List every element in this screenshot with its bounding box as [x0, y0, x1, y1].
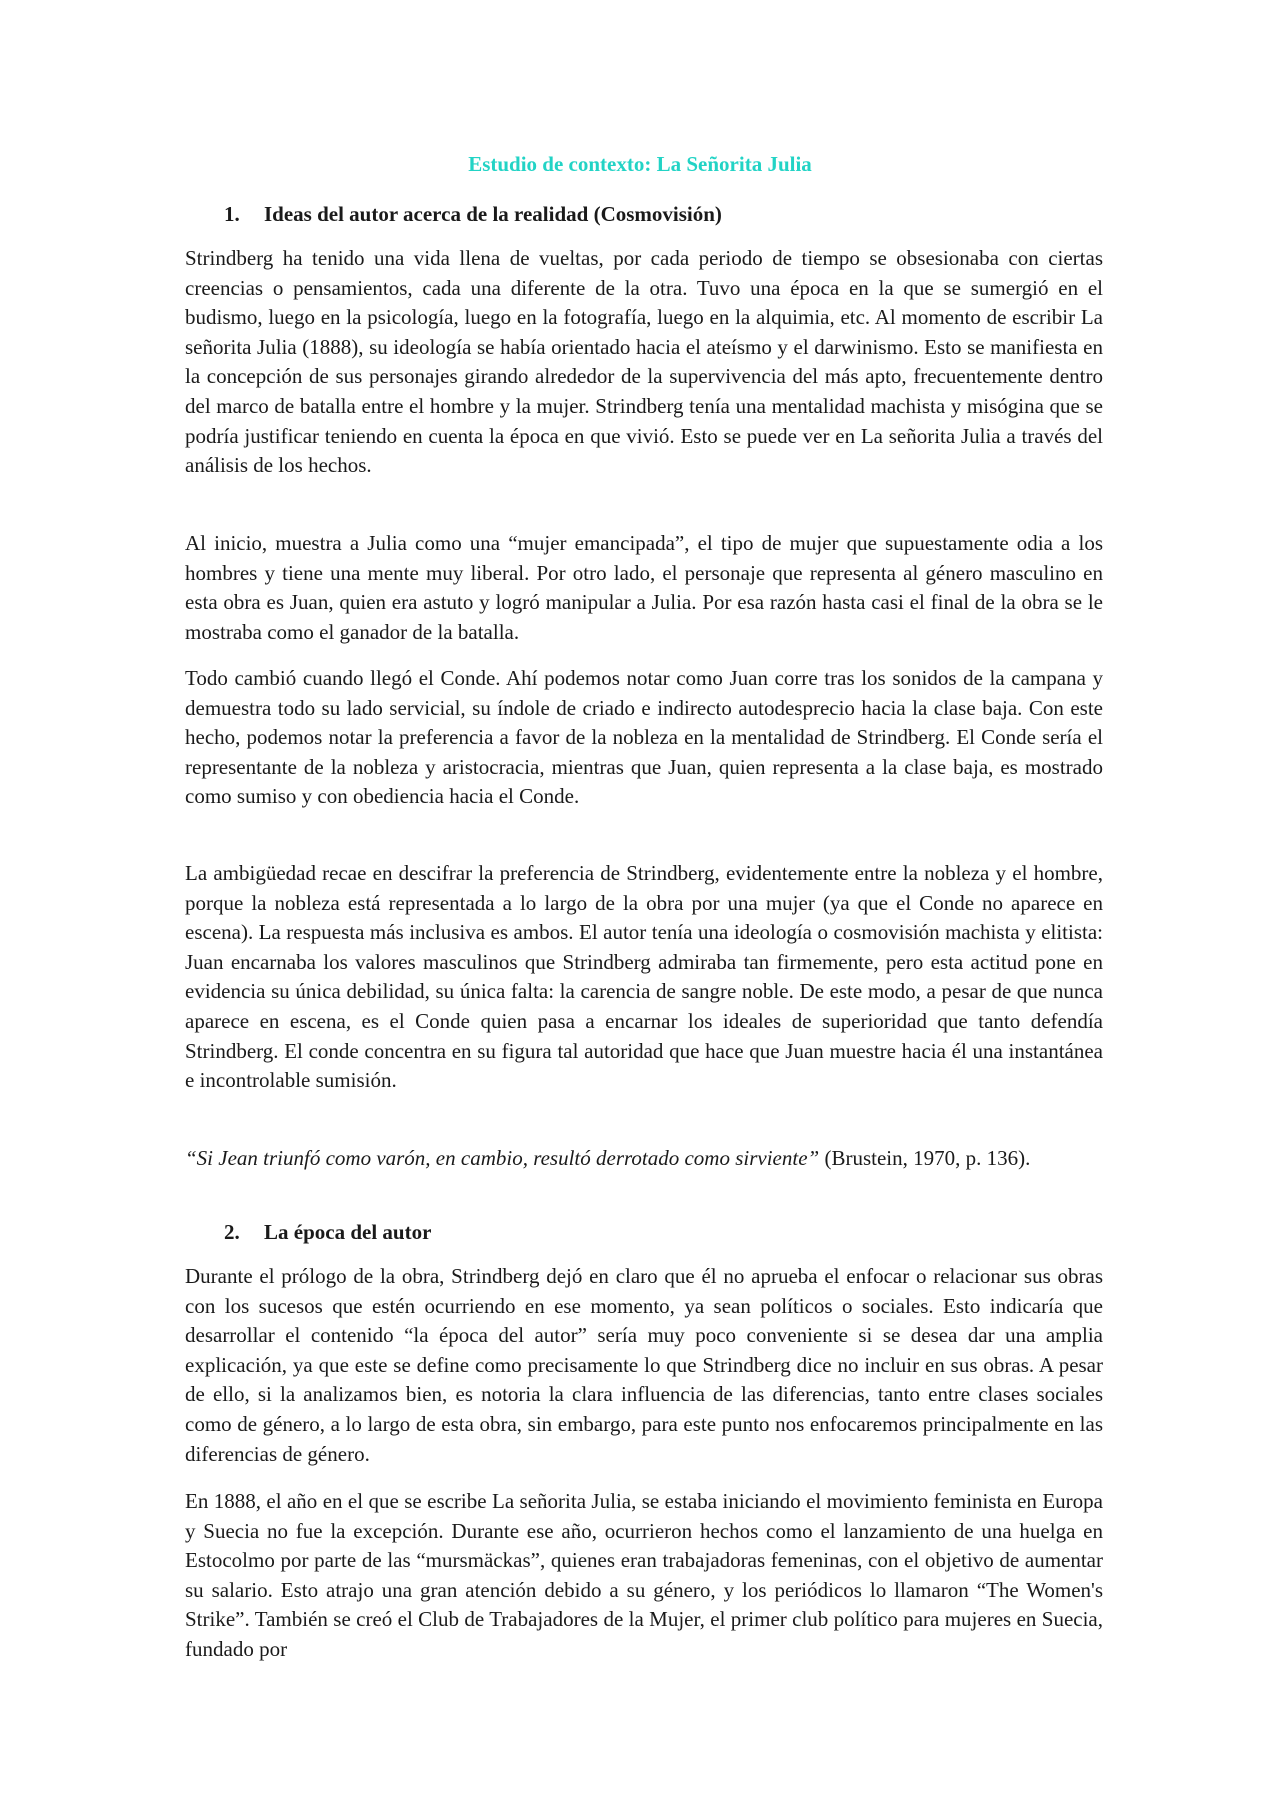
section-2-heading [224, 1220, 431, 1245]
paragraph: Al inicio, muestra a Julia como una “mujer emancipada”, el tipo de mujer que supuestamente odia a los hombres y tiene una mente muy liberal. Por otro lado, el personaje que representa al género masculino en esta obra es Juan, quien era astuto y logró manipular a Julia. Por esa razón hasta casi el final de la obra se le mostraba como el ganador de la batalla. [185, 531, 1103, 644]
section-2-number: 2. [224, 1220, 240, 1244]
document-title: Estudio de contexto: La Señorita Julia [468, 152, 812, 176]
quote-text: “Si Jean triunfó como varón, en cambio, resultó derrotado como sirviente” [185, 1146, 820, 1170]
paragraph: Durante el prólogo de la obra, Strindberg dejó en claro que él no aprueba el enfocar o relacionar sus obras con los sucesos que estén ocurriendo en ese momento, ya sean políticos o sociales. Esto indicaría que desarrollar el contenido “la época del autor” sería muy poco conveniente si se desea dar una amplia explicación, ya que este se define como precisamente lo que Strindberg dice no incluir en sus obras. A pesar de ello, si la analizamos bien, es notoria la clara influencia de las diferencias, tanto entre clases sociales como de género, a lo largo de esta obra, sin embargo, para este punto nos enfocaremos principalmente en las diferencias de género. [185, 1264, 1103, 1466]
paragraph: En 1888, el año en el que se escribe La señorita Julia, se estaba iniciando el movimiento feminista en Europa y Suecia no fue la excepción. Durante ese año, ocurrieron hechos como el lanzamiento de una huelga en Estocolmo por parte de las “mursmäckas”, quienes eran trabajadoras femeninas, con el objetivo de aumentar su salario. Esto atrajo una gran atención debido a su género, y los periódicos lo llamaron “The Women's Strike”. También se creó el Club de Trabajadores de la Mujer, el primer club político para mujeres en Suecia, fundado por [185, 1489, 1103, 1661]
paragraph: Todo cambió cuando llegó el Conde. Ahí podemos notar como Juan corre tras los sonidos de la campana y demuestra todo su lado servicial, su índole de criado e indirecto autodesprecio hacia la clase baja. Con este hecho, podemos notar la preferencia a favor de la nobleza en la mentalidad de Strindberg. El Conde sería el representante de la nobleza y aristocracia, mientras que Juan, quien representa a la clase baja, es mostrado como sumiso y con obediencia hacia el Conde. [185, 666, 1103, 809]
section-2-title: La época del autor [264, 1220, 432, 1244]
section-1-title: Ideas del autor acerca de la realidad (Cosmovisión) [264, 202, 722, 226]
section-1-number: 1. [224, 202, 240, 226]
quote-paragraph [185, 1144, 1103, 1174]
section-1-heading [224, 202, 722, 227]
quote-citation: (Brustein, 1970, p. 136). [819, 1146, 1031, 1170]
paragraph: Strindberg ha tenido una vida llena de vueltas, por cada periodo de tiempo se obsesionaba con ciertas creencias o pensamientos, cada una diferente de la otra. Tuvo una época en la que se sumergió en el budismo, luego en la psicología, luego en la fotografía, luego en la alquimia, etc. Al momento de escribir La señorita Julia (1888), su ideología se había orientado hacia el ateísmo y el darwinismo. Esto se manifiesta en la concepción de sus personajes girando alrededor de la supervivencia del más apto, frecuentemente dentro del marco de batalla entre el hombre y la mujer. Strindberg tenía una mentalidad machista y misógina que se podría justificar teniendo en cuenta la época en que vivió. Esto se puede ver en La señorita Julia a través del análisis de los hechos. [185, 246, 1103, 478]
paragraph: La ambigüedad recae en descifrar la preferencia de Strindberg, evidentemente entre la nobleza y el hombre, porque la nobleza está representada a lo largo de la obra por una mujer (ya que el Conde no aparece en escena). La respuesta más inclusiva es ambos. El autor tenía una ideología o cosmovisión machista y elitista: Juan encarnaba los valores masculinos que Strindberg admiraba tan firmemente, pero esta actitud pone en evidencia su única debilidad, su única falta: la carencia de sangre noble. De este modo, a pesar de que nunca aparece en escena, es el Conde quien pasa a encarnar los ideales de superioridad que tanto defendía Strindberg. El conde concentra en su figura tal autoridad que hace que Juan muestre hacia él una instantánea e incontrolable sumisión. [185, 861, 1103, 1093]
